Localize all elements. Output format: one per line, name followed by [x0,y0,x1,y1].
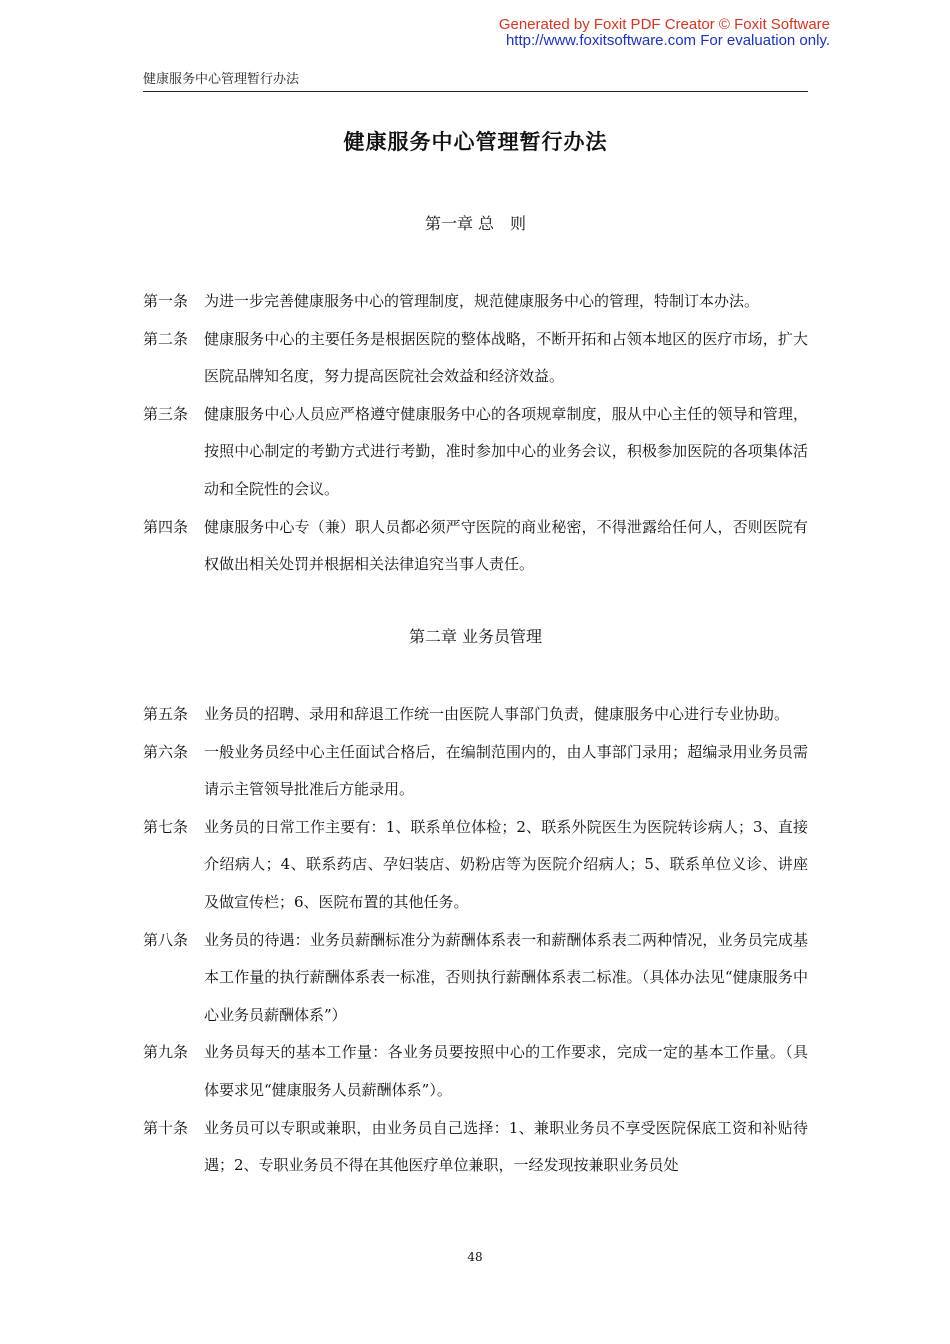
running-header: 健康服务中心管理暂行办法 [143,68,808,92]
chapter-heading: 第一章 总 则 [424,214,527,233]
article-number: 第五条 [143,705,189,723]
article-number: 第三条 [143,404,189,423]
article-number: 第十条 [143,1118,189,1137]
article-number: 第七条 [143,817,189,836]
article [143,922,808,1035]
chapter-1-articles [143,283,808,584]
article-text: 业务员的日常工作主要有：1、联系单位体检；2、联系外院医生为医院转诊病人；3、直接介绍病人；4、联系药店、孕妇装店、奶粉店等为医院介绍病人；5、联系单位义诊、讲座及做宣传栏；6、医院布置的其他任务。 [204,817,808,911]
chapter-heading: 第二章 业务员管理 [408,627,543,646]
watermark-line-1: Generated by Foxit PDF Creator © Foxit Software [498,16,830,33]
article-text: 为进一步完善健康服务中心的管理制度，规范健康服务中心的管理，特制订本办法。 [204,292,760,310]
document-title: 健康服务中心管理暂行办法 [343,130,608,154]
article [143,283,808,321]
article-text: 业务员的待遇：业务员薪酬标准分为薪酬体系表一和薪酬体系表二两种情况，业务员完成基本工作量的执行薪酬体系表一标准，否则执行薪酬体系表二标准。（具体办法见“健康服务中心业务员薪酬体系”） [204,930,808,1024]
article [143,1034,808,1109]
article-number: 第二条 [143,329,189,348]
foxit-watermark [499,17,830,49]
article [143,696,808,734]
article-text: 业务员的招聘、录用和辞退工作统一由医院人事部门负责，健康服务中心进行专业协助。 [204,705,790,723]
article [143,1110,808,1185]
watermark-line-2: http://www.foxitsoftware.com For evaluation only. [505,32,830,49]
article-number: 第八条 [143,930,189,949]
article-text: 业务员每天的基本工作量：各业务员要按照中心的工作要求，完成一定的基本工作量。（具体要求见“健康服务人员薪酬体系”）。 [204,1043,808,1099]
article [143,734,808,809]
article-text: 健康服务中心专（兼）职人员都必须严守医院的商业秘密，不得泄露给任何人，否则医院有权做出相关处罚并根据相关法律追究当事人责任。 [204,517,808,574]
article-number: 第一条 [143,292,189,310]
article [143,321,808,396]
article-number: 第四条 [143,517,189,536]
article-text: 业务员可以专职或兼职，由业务员自己选择：1、兼职业务员不享受医院保底工资和补贴待遇；2、专职业务员不得在其他医疗单位兼职，一经发现按兼职业务员处 [204,1118,808,1175]
article-text: 一般业务员经中心主任面试合格后，在编制范围内的，由人事部门录用；超编录用业务员需请示主管领导批准后方能录用。 [204,742,808,799]
page-number: 48 [467,1250,483,1264]
article-text: 健康服务中心的主要任务是根据医院的整体战略，不断开拓和占领本地区的医疗市场，扩大医院品牌知名度，努力提高医院社会效益和经济效益。 [204,329,808,386]
article-text: 健康服务中心人员应严格遵守健康服务中心的各项规章制度，服从中心主任的领导和管理，按照中心制定的考勤方式进行考勤，准时参加中心的业务会议，积极参加医院的各项集体活动和全院性的会议。 [204,404,808,498]
chapter-2-articles [143,696,808,1185]
article-number: 第六条 [143,742,189,761]
article [143,396,808,509]
article [143,509,808,584]
article [143,809,808,922]
article-number: 第九条 [143,1043,189,1062]
